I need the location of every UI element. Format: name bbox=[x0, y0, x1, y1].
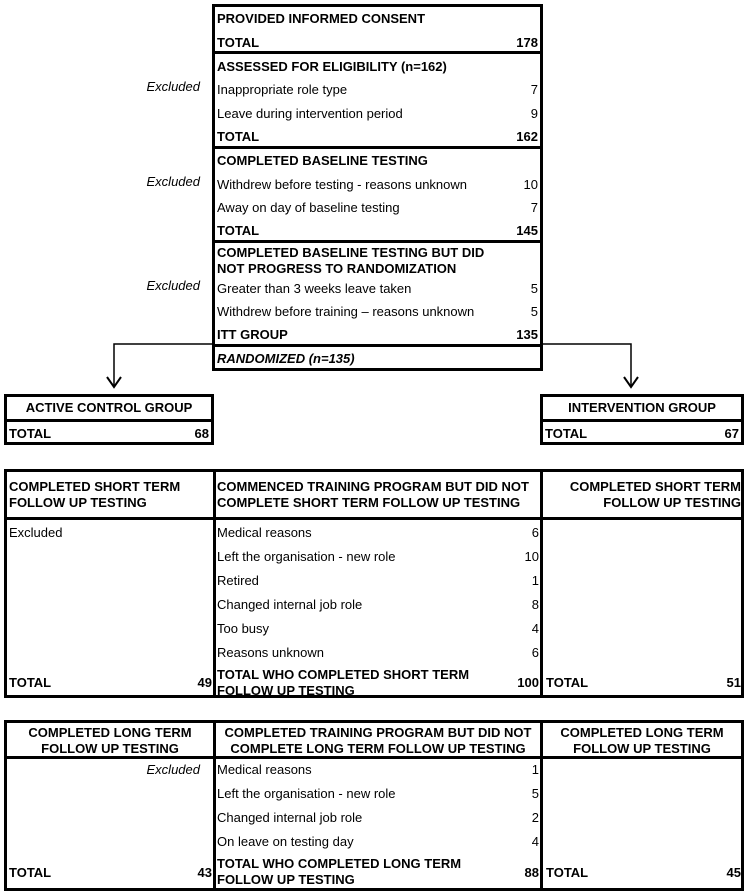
control-total-label: TOTAL bbox=[9, 426, 52, 441]
short-left-title-line2: FOLLOW UP TESTING bbox=[9, 495, 147, 510]
arrow-to-intervention bbox=[542, 344, 631, 386]
pre-random-title-line2: NOT PROGRESS TO RANDOMIZATION bbox=[217, 261, 457, 276]
long-middle-title-line1: COMPLETED TRAINING PROGRAM BUT DID NOT bbox=[224, 725, 532, 740]
short-middle-reason-label: Reasons unknown bbox=[217, 645, 324, 660]
long-left-title-line1: COMPLETED LONG TERM bbox=[28, 725, 192, 740]
short-right-total-label: TOTAL bbox=[546, 675, 589, 690]
baseline-reason-label: Away on day of baseline testing bbox=[217, 200, 400, 215]
eligibility-title: ASSESSED FOR ELIGIBILITY (n=162) bbox=[217, 59, 447, 74]
randomized-label: RANDOMIZED (n=135) bbox=[217, 351, 355, 366]
eligibility-reason-label: Leave during intervention period bbox=[217, 106, 403, 121]
excluded-label: Excluded bbox=[146, 174, 200, 189]
short-term-table bbox=[4, 469, 744, 698]
short-right-total-value: 51 bbox=[726, 675, 741, 690]
short-middle-reason-value: 6 bbox=[531, 645, 539, 660]
pre-random-reason-label: Greater than 3 weeks leave taken bbox=[217, 281, 412, 296]
randomization-arrows bbox=[0, 0, 747, 400]
consent-total-label: TOTAL bbox=[217, 35, 260, 50]
short-left-title-line1: COMPLETED SHORT TERM bbox=[9, 479, 181, 494]
arrow-to-control bbox=[114, 344, 214, 386]
consent-total-value: 178 bbox=[516, 35, 538, 50]
long-middle-title-line2: COMPLETE LONG TERM FOLLOW UP TESTING bbox=[230, 741, 526, 756]
control-total-value: 68 bbox=[194, 426, 209, 441]
baseline-reason-value: 10 bbox=[523, 177, 538, 192]
long-middle-reason-label: On leave on testing day bbox=[217, 834, 354, 849]
short-middle-reason-value: 1 bbox=[531, 573, 539, 588]
pre-random-title-line1: COMPLETED BASELINE TESTING BUT DID bbox=[217, 245, 485, 260]
excluded-label: Excluded bbox=[146, 79, 200, 94]
long-middle-total-line1: TOTAL WHO COMPLETED LONG TERM bbox=[217, 856, 462, 871]
short-middle-total-value: 100 bbox=[517, 675, 539, 690]
long-middle-reason-value: 1 bbox=[531, 762, 539, 777]
eligibility-total-value: 162 bbox=[516, 129, 538, 144]
itt-group-label: ITT GROUP bbox=[217, 327, 288, 342]
long-middle-reason-value: 5 bbox=[531, 786, 539, 801]
long-middle-total-line2: FOLLOW UP TESTING bbox=[217, 872, 355, 887]
long-left-total-value: 43 bbox=[197, 865, 212, 880]
short-middle-reason-value: 8 bbox=[531, 597, 539, 612]
long-middle-reason-label: Medical reasons bbox=[217, 762, 312, 777]
eligibility-total-label: TOTAL bbox=[217, 129, 260, 144]
baseline-reason-label: Withdrew before testing - reasons unknown bbox=[217, 177, 468, 192]
long-left-total-label: TOTAL bbox=[9, 865, 52, 880]
short-middle-total-line2: FOLLOW UP TESTING bbox=[217, 683, 355, 698]
intervention-group-box bbox=[540, 394, 744, 445]
short-middle-reason-value: 4 bbox=[531, 621, 539, 636]
eligibility-reason-label: Inappropriate role type bbox=[217, 82, 348, 97]
short-middle-title-line1: COMMENCED TRAINING PROGRAM BUT DID NOT bbox=[217, 479, 529, 494]
short-middle-reason-label: Too busy bbox=[217, 621, 270, 636]
long-middle-total-value: 88 bbox=[524, 865, 539, 880]
baseline-title: COMPLETED BASELINE TESTING bbox=[217, 153, 428, 168]
long-right-total-label: TOTAL bbox=[546, 865, 589, 880]
long-middle-reason-value: 4 bbox=[531, 834, 539, 849]
consent-title: PROVIDED INFORMED CONSENT bbox=[217, 11, 426, 26]
intervention-total-label: TOTAL bbox=[545, 426, 588, 441]
excluded-label: Excluded bbox=[146, 278, 200, 293]
short-middle-total-line1: TOTAL WHO COMPLETED SHORT TERM bbox=[217, 667, 470, 682]
short-left-total-value: 49 bbox=[197, 675, 212, 690]
long-middle-reason-value: 2 bbox=[531, 810, 539, 825]
long-right-total-value: 45 bbox=[726, 865, 741, 880]
short-right-title-line1: COMPLETED SHORT TERM bbox=[569, 479, 741, 494]
intervention-group-title: INTERVENTION GROUP bbox=[568, 400, 716, 415]
intervention-total-value: 67 bbox=[724, 426, 739, 441]
long-right-title-line2: FOLLOW UP TESTING bbox=[573, 741, 711, 756]
baseline-total-value: 145 bbox=[516, 223, 538, 238]
itt-group-value: 135 bbox=[516, 327, 538, 342]
long-term-table bbox=[4, 720, 744, 891]
long-middle-reason-label: Changed internal job role bbox=[217, 810, 363, 825]
eligibility-reason-value: 9 bbox=[530, 106, 538, 121]
control-group-box bbox=[4, 394, 214, 445]
short-middle-reason-value: 6 bbox=[531, 525, 539, 540]
baseline-reason-value: 7 bbox=[530, 200, 538, 215]
long-middle-reason-label: Left the organisation - new role bbox=[217, 786, 396, 801]
short-left-excluded-label: Excluded bbox=[9, 525, 63, 540]
long-left-title-line2: FOLLOW UP TESTING bbox=[41, 741, 179, 756]
pre-random-reason-value: 5 bbox=[530, 304, 538, 319]
control-group-title: ACTIVE CONTROL GROUP bbox=[25, 400, 193, 415]
short-left-total-label: TOTAL bbox=[9, 675, 52, 690]
short-right-title-line2: FOLLOW UP TESTING bbox=[603, 495, 741, 510]
short-middle-reason-label: Retired bbox=[217, 573, 259, 588]
pre-random-reason-value: 5 bbox=[530, 281, 538, 296]
short-middle-reason-label: Left the organisation - new role bbox=[217, 549, 396, 564]
short-middle-reason-value: 10 bbox=[524, 549, 539, 564]
short-middle-reason-label: Medical reasons bbox=[217, 525, 312, 540]
eligibility-reason-value: 7 bbox=[530, 82, 538, 97]
long-left-excluded-label: Excluded bbox=[146, 762, 200, 777]
baseline-total-label: TOTAL bbox=[217, 223, 260, 238]
pre-random-reason-label: Withdrew before training – reasons unknown bbox=[217, 304, 475, 319]
long-right-title-line1: COMPLETED LONG TERM bbox=[560, 725, 724, 740]
short-middle-title-line2: COMPLETE SHORT TERM FOLLOW UP TESTING bbox=[217, 495, 521, 510]
short-middle-reason-label: Changed internal job role bbox=[217, 597, 363, 612]
